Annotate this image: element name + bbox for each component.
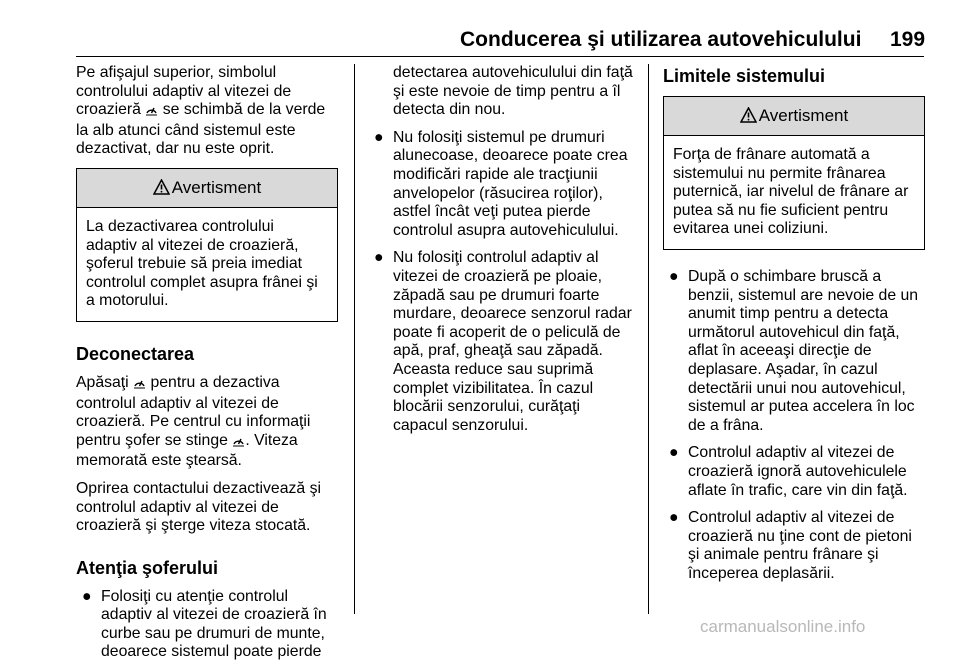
page-number: 199: [890, 28, 926, 51]
warning-text: Forţa de frânare automată a sistemului nu permite frânarea puternică, iar nivelul de frânare ar putea să nu fie suficient pentru evitarea unei coliziuni.: [673, 146, 909, 238]
page-header-title: Conducerea şi utilizarea autovehiculului: [460, 28, 862, 51]
list-item-continuation: detectarea autovehiculului din faţă şi este nevoie de timp pentru a îl detecta din nou.: [393, 64, 633, 119]
bullet-icon: ●: [82, 587, 92, 605]
deconectare-paragraph: Apăsaţi pentru a dezactiva controlul adaptiv al vitezei de croazieră. Pe centrul cu informaţii pentru şofer se stinge . Viteza memorată este ştearsă.: [76, 373, 311, 470]
column-1: [76, 64, 338, 671]
cruise-control-icon: [145, 103, 158, 122]
column-2: [368, 64, 638, 444]
warning-text: La dezactivarea controlului adaptiv al vitezei de croazieră, şoferul trebuie să preia imediat controlul complet asupra frânei şi a motorului.: [86, 217, 318, 310]
heading-atentia-soferului: Atenţia şoferului: [76, 557, 219, 578]
cruise-control-icon: [232, 434, 245, 453]
column-3: [663, 64, 925, 592]
list-item: ● Controlul adaptiv al vitezei de croazieră nu ţine cont de pietoni şi animale pentru frânare şi începerea deplasării.: [669, 509, 912, 582]
warning-triangle-icon: [740, 99, 757, 137]
list-item: ● Folosiţi cu atenţie controlul adaptiv al vitezei de croazieră în curbe sau pe drumuri de munte, deoarece sistemul poate pierde: [82, 587, 327, 661]
list-item: ● Nu folosiţi controlul adaptiv al vitezei de croazieră pe ploaie, zăpadă sau pe drumuri foarte murdare, deoarece senzorul radar poate fi acoperit de o peliculă de apă, praf, gheaţă sau zăpadă. Aceasta reduce sau suprimă complet vizibilitatea. În cazul blocării senzorului, curăţaţi capacul senzorului.: [374, 249, 632, 434]
oprirea-paragraph: Oprirea contactului dezactivează şi controlul adaptiv al vitezei de croazieră şi şterge viteza stocată.: [76, 479, 321, 535]
warning-header: Avertisment: [664, 97, 924, 136]
warning-box: [76, 168, 338, 322]
bullet-list: [76, 588, 338, 662]
warning-header: Avertisment: [77, 169, 337, 208]
bullet-list: [663, 268, 925, 584]
list-item: ● Controlul adaptiv al vitezei de croazieră ignoră autovehiculele aflate în trafic, care vin din faţă.: [669, 444, 908, 499]
cruise-control-icon: [133, 376, 146, 395]
list-item: ● Nu folosiţi sistemul pe drumuri alunecoase, deoarece poate crea modificări rapide ale tracţiunii anvelopelor (răsucirea roţilor), astfel încât veţi putea pierde controlul asupra autovehiculului.: [374, 128, 628, 239]
bullet-icon: ●: [374, 249, 384, 267]
warning-triangle-icon: [153, 171, 170, 209]
heading-limitele-sistemului: Limitele sistemului: [663, 66, 826, 86]
warning-box: [663, 96, 925, 250]
column-divider: [354, 64, 355, 614]
heading-deconectarea: Deconectarea: [76, 343, 195, 364]
bullet-list: [368, 64, 638, 435]
bullet-icon: ●: [669, 267, 679, 285]
header-rule: [76, 56, 924, 57]
column-divider: [648, 64, 649, 614]
bullet-icon: ●: [669, 444, 679, 462]
bullet-icon: ●: [669, 509, 679, 527]
intro-paragraph: Pe afişajul superior, simbolul controlului adaptiv al vitezei de croazieră se schimbă de la verde la alb atunci când sistemul este dezactivat, dar nu este oprit.: [76, 64, 326, 158]
bullet-icon: ●: [374, 128, 384, 146]
watermark: carmanualsonline.info: [700, 617, 866, 636]
list-item: ● După o schimbare bruscă a benzii, sistemul are nevoie de un anumit timp pentru a detecta următorul autovehicul din faţă, aflat în aceeaşi direcţie de deplasare. Aşadar, în cazul detectării unui nou autovehicul, sistemul ar putea accelera în loc de a frâna.: [669, 267, 919, 434]
